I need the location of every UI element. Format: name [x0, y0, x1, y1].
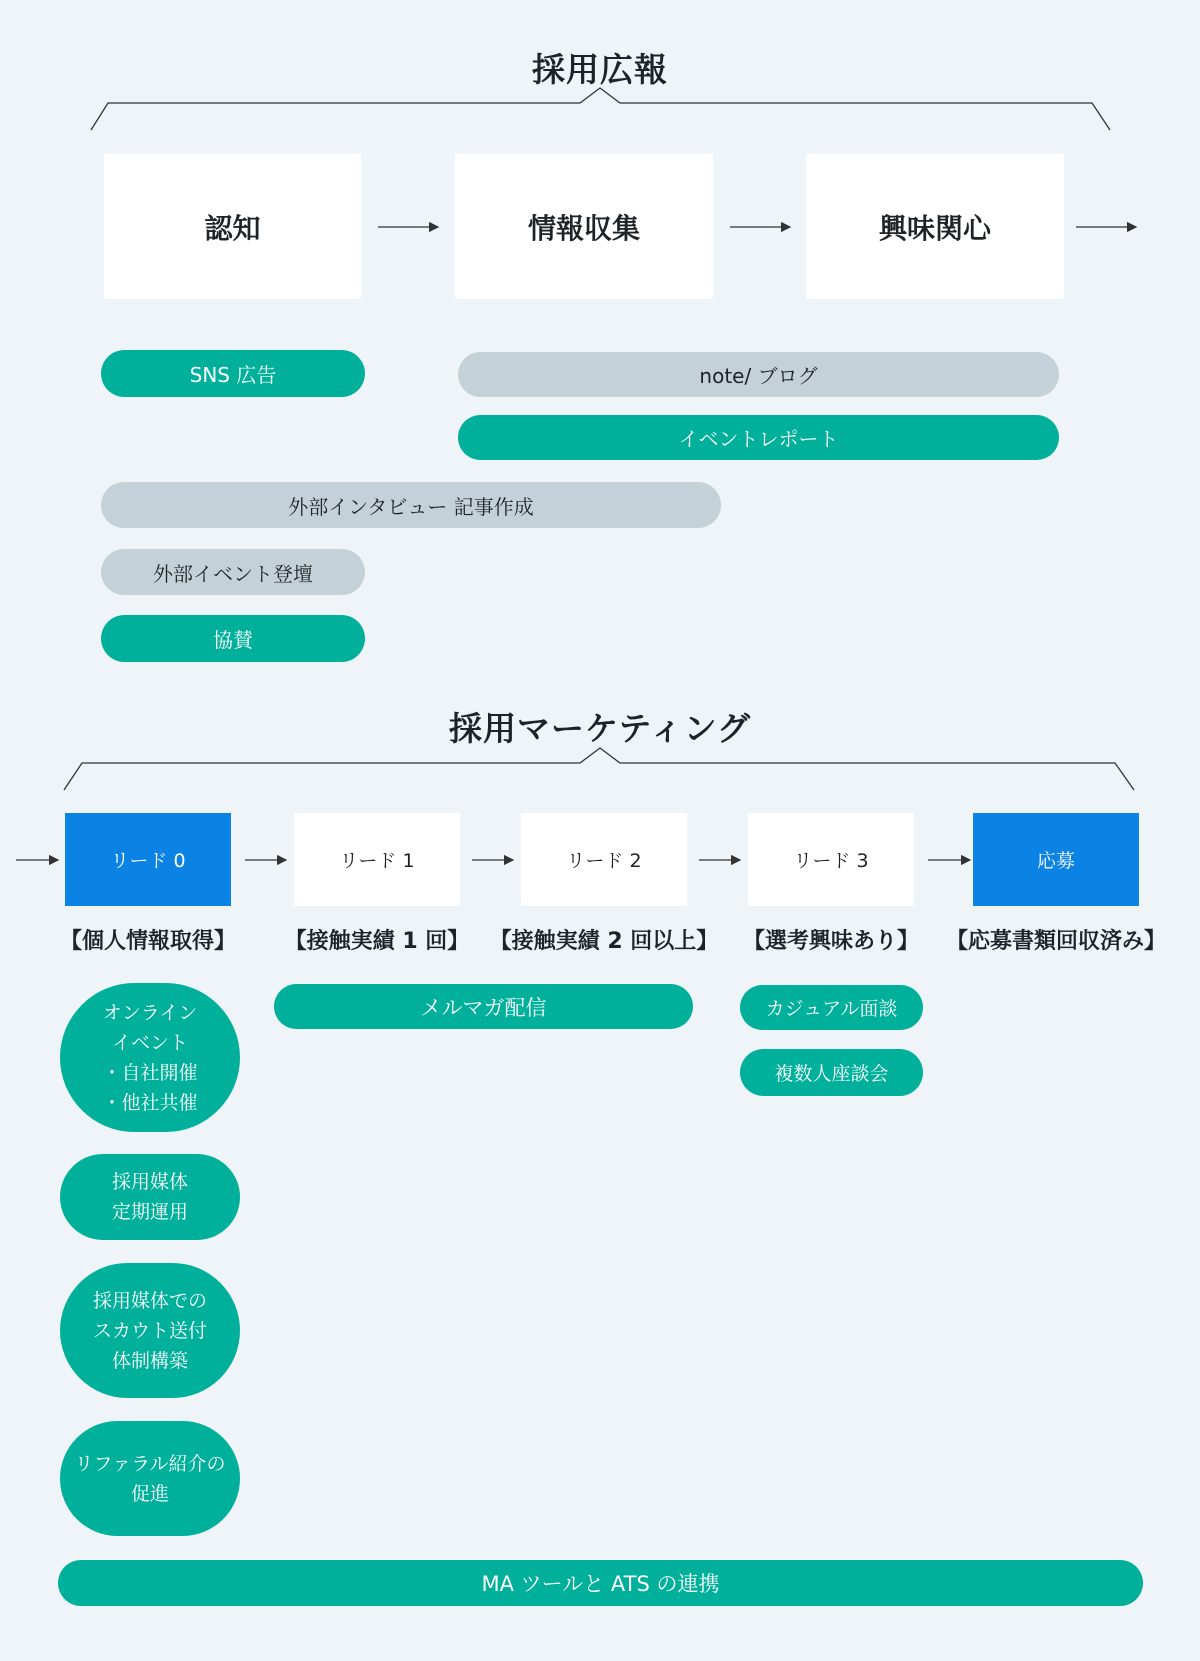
- lead-1-label: 【接触実績 1 回】: [284, 929, 470, 954]
- application-box: 応募: [973, 813, 1139, 906]
- pill-external-interview: 外部インタビュー 記事作成: [101, 482, 721, 528]
- lead-1-box: リード 1: [294, 813, 460, 906]
- circle-media-scout: [60, 1263, 240, 1398]
- circle-online-event-line-3: ・自社開催: [102, 1061, 198, 1084]
- circle-referral-line-1: リファラル紹介の: [74, 1452, 226, 1475]
- pill-mail-magazine: メルマガ配信: [274, 984, 693, 1029]
- pill-sns-ads: SNS 広告: [101, 350, 365, 397]
- pill-casual-interview: カジュアル面談: [740, 985, 923, 1030]
- pill-ma-ats-integration: MA ツールと ATS の連携: [58, 1560, 1143, 1606]
- circle-media-regular-line-2: 定期運用: [111, 1201, 188, 1223]
- pill-note-blog: note/ ブログ: [458, 352, 1059, 397]
- circle-online-event-line-1: オンライン: [102, 1001, 198, 1024]
- application-label: 【応募書類回収済み】: [945, 929, 1166, 954]
- pill-sponsorship: 協賛: [101, 615, 365, 662]
- pill-group-interview: 複数人座談会: [740, 1049, 923, 1096]
- lead-0-label: 【個人情報取得】: [59, 929, 236, 954]
- pill-external-event: 外部イベント登壇: [101, 549, 365, 595]
- stage-awareness: 認知: [104, 154, 361, 299]
- lead-2-box: リード 2: [521, 813, 687, 906]
- lead-2-label: 【接触実績 2 回以上】: [489, 929, 719, 954]
- pr-section-title: 採用広報: [532, 50, 668, 89]
- lead-3-label: 【選考興味あり】: [742, 929, 919, 954]
- circle-media-scout-line-2: スカウト送付: [92, 1319, 207, 1342]
- circle-media-regular: [60, 1154, 240, 1240]
- stage-interest: 興味関心: [806, 154, 1064, 299]
- stage-information-gathering: 情報収集: [455, 154, 713, 299]
- circle-media-regular-line-1: 採用媒体: [111, 1171, 188, 1193]
- circle-referral-line-2: 促進: [130, 1482, 169, 1505]
- circle-media-scout-line-3: 体制構築: [111, 1349, 188, 1372]
- circle-online-event: [60, 983, 240, 1132]
- pill-event-report: イベントレポート: [458, 415, 1059, 460]
- circle-referral: [60, 1421, 240, 1536]
- lead-0-box: リード 0: [65, 813, 231, 906]
- marketing-bracket: [64, 748, 1134, 790]
- marketing-section-title: 採用マーケティング: [448, 709, 752, 748]
- circle-online-event-line-4: ・他社共催: [102, 1091, 198, 1114]
- circle-media-scout-line-1: 採用媒体での: [92, 1289, 207, 1312]
- circle-online-event-line-2: イベント: [111, 1031, 188, 1054]
- pr-bracket: [91, 88, 1110, 130]
- lead-3-box: リード 3: [748, 813, 914, 906]
